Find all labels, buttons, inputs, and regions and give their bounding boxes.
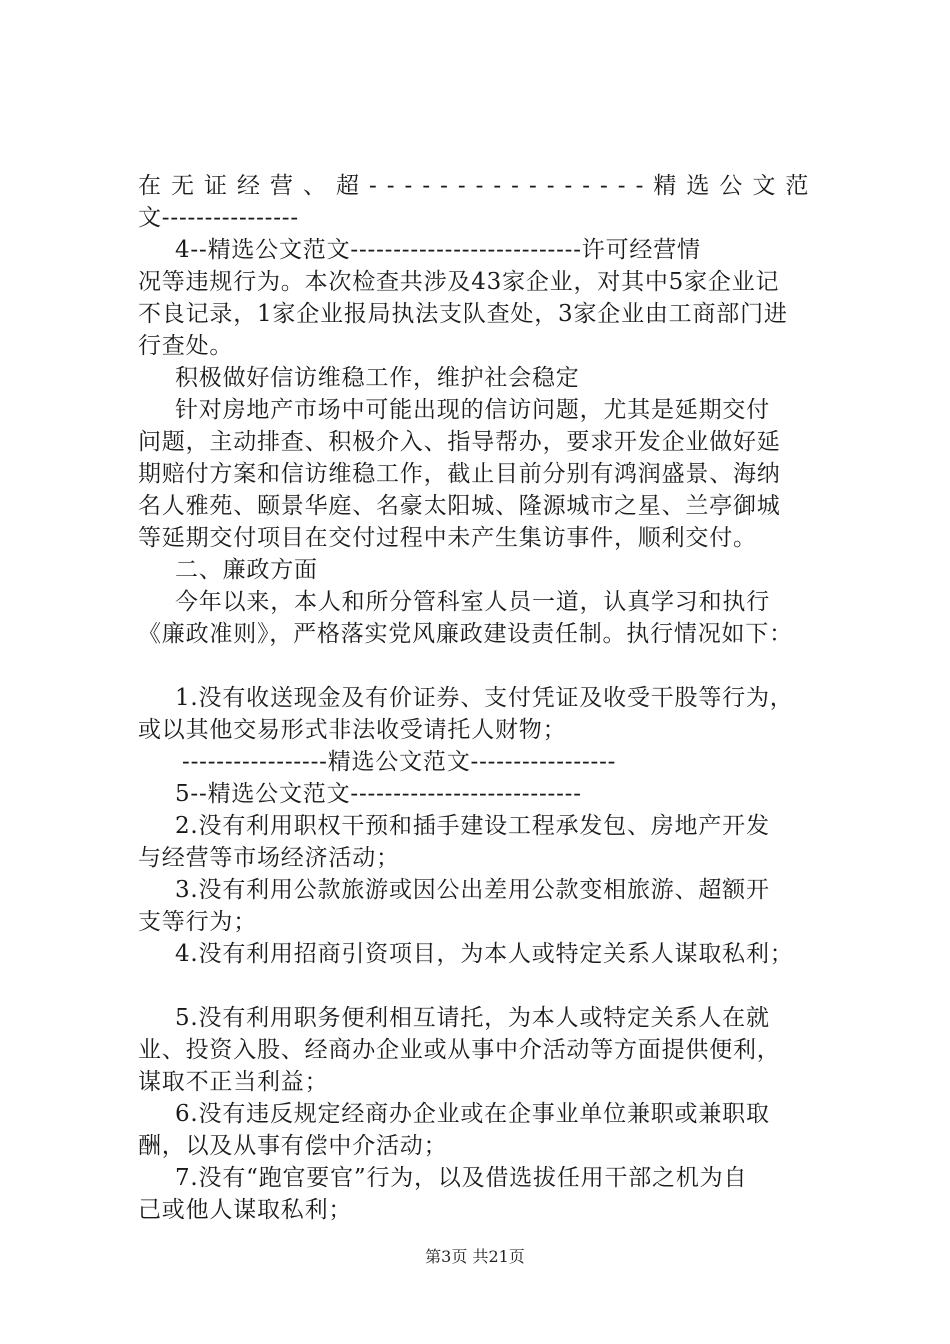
- text-line: 在无证经营、超----------------精选公文范: [138, 173, 819, 199]
- text-line: 积极做好信访维稳工作，维护社会稳定: [175, 365, 580, 391]
- text-line: 二、廉政方面: [175, 557, 318, 583]
- text-line: 酬，以及从事有偿中介活动；: [138, 1133, 448, 1159]
- text-line: 7.没有“跑官要官”行为，以及借选拔任用干部之机为自: [175, 1165, 748, 1191]
- text-line: 2.没有利用职权干预和插手建设工程承发包、房地产开发: [175, 813, 770, 839]
- text-line: 1.没有收送现金及有价证券、支付凭证及收受干股等行为，: [175, 685, 794, 711]
- text-line: 针对房地产市场中可能出现的信访问题，尤其是延期交付: [175, 397, 770, 423]
- text-line: 不良记录，1家企业报局执法支队查处，3家企业由工商部门进: [138, 301, 788, 327]
- text-line: 己或他人谋取私利；: [138, 1197, 353, 1223]
- text-line: 等延期交付项目在交付过程中未产生集访事件，顺利交付。: [138, 525, 757, 551]
- blank-line: [138, 970, 835, 1002]
- text-line: 4.没有利用招商引资项目，为本人或特定关系人谋取私利；: [175, 941, 794, 967]
- text-line: 期赔付方案和信访维稳工作，截止目前分别有鸿润盛景、海纳: [138, 461, 781, 487]
- text-line: 支等行为；: [138, 909, 257, 935]
- text-line: 今年以来，本人和所分管科室人员一道，认真学习和执行: [175, 589, 770, 615]
- text-line: 业、投资入股、经商办企业或从事中介活动等方面提供便利，: [138, 1037, 781, 1063]
- text-line: 6.没有违反规定经商办企业或在企事业单位兼职或兼职取: [175, 1101, 770, 1127]
- text-line: 与经营等市场经济活动；: [138, 845, 400, 871]
- text-line: 名人雅苑、颐景华庭、名豪太阳城、隆源城市之星、兰亭御城: [138, 493, 781, 519]
- text-line: 谋取不正当利益；: [138, 1069, 329, 1095]
- blank-line: [138, 650, 835, 682]
- text-line: 或以其他交易形式非法收受请托人财物；: [138, 717, 567, 743]
- page-footer: 第3页 共21页: [425, 1247, 525, 1266]
- text-line: 问题，主动排查、积极介入、指导帮办，要求开发企业做好延: [138, 429, 781, 455]
- text-line: 5--精选公文范文---------------------------: [175, 781, 582, 807]
- document-body: [138, 170, 835, 1226]
- text-line: 文----------------: [138, 205, 299, 231]
- text-line: 3.没有利用公款旅游或因公出差用公款变相旅游、超额开: [175, 877, 770, 903]
- text-line: -----------------精选公文范文-----------------: [182, 749, 617, 775]
- text-line: 况等违规行为。本次检查共涉及43家企业，对其中5家企业记: [138, 269, 780, 295]
- text-line: 《廉政准则》，严格落实党风廉政建设责任制。执行情况如下：: [138, 621, 793, 647]
- text-line: 5.没有利用职务便利相互请托，为本人或特定关系人在就: [175, 1005, 770, 1031]
- text-line: 4--精选公文范文---------------------------许可经营情: [175, 237, 701, 263]
- text-line: 行查处。: [138, 333, 234, 359]
